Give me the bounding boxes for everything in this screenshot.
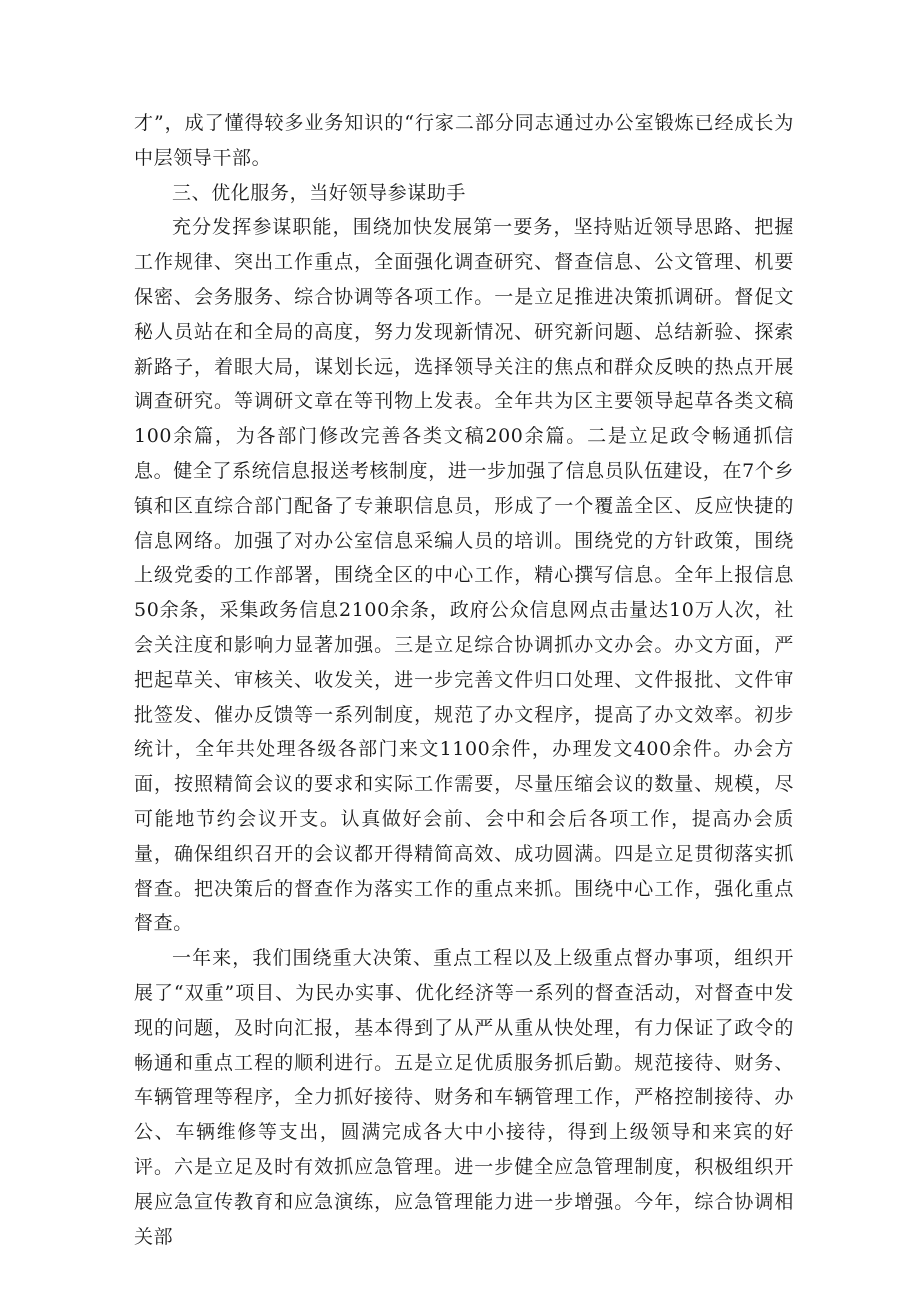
body-paragraph-2: 一年来，我们围绕重大决策、重点工程以及上级重点督办事项，组织开展了“双重”项目、为民办实事、优化经济等一系列的督查活动，对督查中发现的问题，及时向汇报，基本得到了从严从重从快处理，有力保证了政令的畅通和重点工程的顺利进行。五是立足优质服务抓后勤。规范接待、财务、车辆管理等程序，全力抓好接待、财务和车辆管理工作，严格控制接待、办公、车辆维修等支出，圆满完成各大中小接待，得到上级领导和来宾的好评。六是立足及时有效抓应急管理。进一步健全应急管理制度，积极组织开展应急宣传教育和应急演练，应急管理能力进一步增强。今年，综合协调相关部 xyxy=(134,947,794,1248)
document-body xyxy=(134,106,794,1254)
body-paragraph-1: 充分发挥参谋职能，围绕加快发展第一要务，坚持贴近领导思路、把握工作规律、突出工作重点，全面强化调查研究、督查信息、公文管理、机要保密、会务服务、综合协调等各项工作。一是立足推进决策抓调研。督促文秘人员站在和全局的高度，努力发现新情况、研究新问题、总结新验、探索新路子，着眼大局，谋划长远，选择领导关注的焦点和群众反映的热点开展调查研究。等调研文章在等刊物上发表。全年共为区主要领导起草各类文稿100余篇，为各部门修改完善各类文稿200余篇。二是立足政令畅通抓信息。健全了系统信息报送考核制度，进一步加强了信息员队伍建设，在7个乡镇和区直综合部门配备了专兼职信息员，形成了一个覆盖全区、反应快捷的信息网络。加强了对办公室信息采编人员的培训。围绕党的方针政策，围绕上级党委的工作部署，围绕全区的中心工作，精心撰写信息。全年上报信息50余条，采集政务信息2100余条，政府公众信息网点击量达10万人次，社会关注度和影响力显著加强。三是立足综合协调抓办文办会。办文方面，严把起草关、审核关、收发关，进一步完善文件归口处理、文件报批、文件审批签发、催办反馈等一系列制度，规范了办文程序，提高了办文效率。初步统计，全年共处理各级各部门来文1100余件，办理发文400余件。办会方面，按照精简会议的要求和实际工作需要，尽量压缩会议的数量、规模，尽可能地节约会议开支。认真做好会前、会中和会后各项工作，提高办会质量，确保组织召开的会议都开得精简高效、成功圆满。四是立足贯彻落实抓督查。把决策后的督查作为落实工作的重点来抓。围绕中心工作，强化重点督查。 xyxy=(134,216,794,935)
continuation-paragraph: 才”，成了懂得较多业务知识的“行家二部分同志通过办公室锻炼已经成长为中层领导干部。 xyxy=(134,112,794,169)
section-heading: 三、优化服务，当好领导参谋助手 xyxy=(172,181,467,204)
